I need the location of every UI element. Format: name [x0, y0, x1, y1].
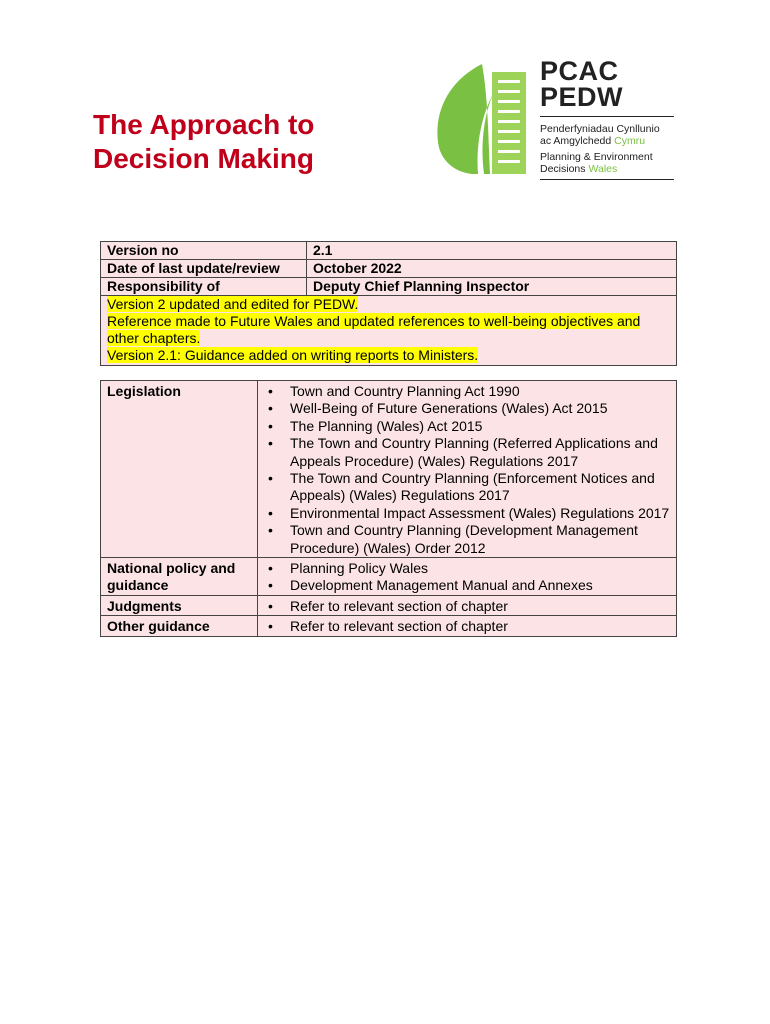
judgments-cell [258, 595, 677, 615]
responsibility-label: Responsibility of [101, 278, 307, 296]
version-value: 2.1 [307, 242, 677, 260]
version-label: Version no [101, 242, 307, 260]
title-line-1: The Approach to [93, 109, 315, 140]
logo-divider-bottom [540, 179, 674, 180]
date-value: October 2022 [307, 260, 677, 278]
list-item: • Town and Country Planning (Development Management Procedure) (Wales) Order 2012 [290, 522, 670, 557]
policy-label: National policy and guidance [101, 558, 258, 596]
version-table [100, 241, 677, 366]
policy-list [264, 560, 670, 595]
table-row [101, 278, 677, 296]
version-note-3: Version 2.1: Guidance added on writing reports to Ministers. [107, 347, 479, 363]
list-item: • Well-Being of Future Generations (Wales) Act 2015 [290, 400, 670, 417]
list-item: • Environmental Impact Assessment (Wales) Regulations 2017 [290, 505, 670, 522]
logo-wales: Wales [588, 163, 618, 175]
leaf-building-icon [432, 58, 532, 178]
title-line-2: Decision Making [93, 143, 314, 174]
logo-welsh-line-1: Penderfyniadau Cynllunio [540, 123, 660, 135]
logo-pedw: PEDW [540, 82, 623, 112]
table-row [101, 616, 677, 636]
version-note-2: Reference made to Future Wales and updated references to well-being objectives and other chapters. [107, 313, 641, 346]
other-guidance-cell [258, 616, 677, 636]
logo-english-line-1: Planning & Environment [540, 151, 653, 163]
version-note-1: Version 2 updated and edited for PEDW. [107, 296, 359, 312]
table-row [101, 381, 677, 558]
responsibility-value: Deputy Chief Planning Inspector [307, 278, 677, 296]
date-label: Date of last update/review [101, 260, 307, 278]
logo-text [540, 58, 674, 186]
pcac-pedw-logo [432, 58, 682, 178]
legislation-cell [258, 381, 677, 558]
version-notes [101, 296, 677, 366]
list-item: • Refer to relevant section of chapter [290, 598, 670, 615]
references-table [100, 380, 677, 637]
logo-welsh-text: ac Amgylchedd [540, 135, 612, 147]
table-row [101, 242, 677, 260]
list-item: • Development Management Manual and Annexes [290, 577, 670, 594]
list-item: • The Town and Country Planning (Enforcement Notices and Appeals) (Wales) Regulations 2017 [290, 470, 670, 505]
policy-cell [258, 558, 677, 596]
logo-pcac: PCAC [540, 56, 619, 86]
logo-divider [540, 116, 674, 117]
list-item: • Town and Country Planning Act 1990 [290, 383, 670, 400]
document-title [93, 108, 314, 176]
table-row [101, 595, 677, 615]
list-item: • Planning Policy Wales [290, 560, 670, 577]
list-item: • The Planning (Wales) Act 2015 [290, 418, 670, 435]
logo-cymru: Cymru [614, 135, 646, 147]
legislation-list [264, 383, 670, 557]
list-item: • The Town and Country Planning (Referred Applications and Appeals Procedure) (Wales) Regulations 2017 [290, 435, 670, 470]
logo-english-line-2 [540, 163, 674, 175]
other-guidance-list [264, 618, 670, 635]
other-guidance-label: Other guidance [101, 616, 258, 636]
logo-english-text: Decisions [540, 163, 586, 175]
judgments-label: Judgments [101, 595, 258, 615]
table-row [101, 558, 677, 596]
table-row [101, 260, 677, 278]
judgments-list [264, 598, 670, 615]
legislation-label: Legislation [101, 381, 258, 558]
list-item: • Refer to relevant section of chapter [290, 618, 670, 635]
table-row [101, 296, 677, 366]
logo-welsh-line-2 [540, 135, 674, 147]
